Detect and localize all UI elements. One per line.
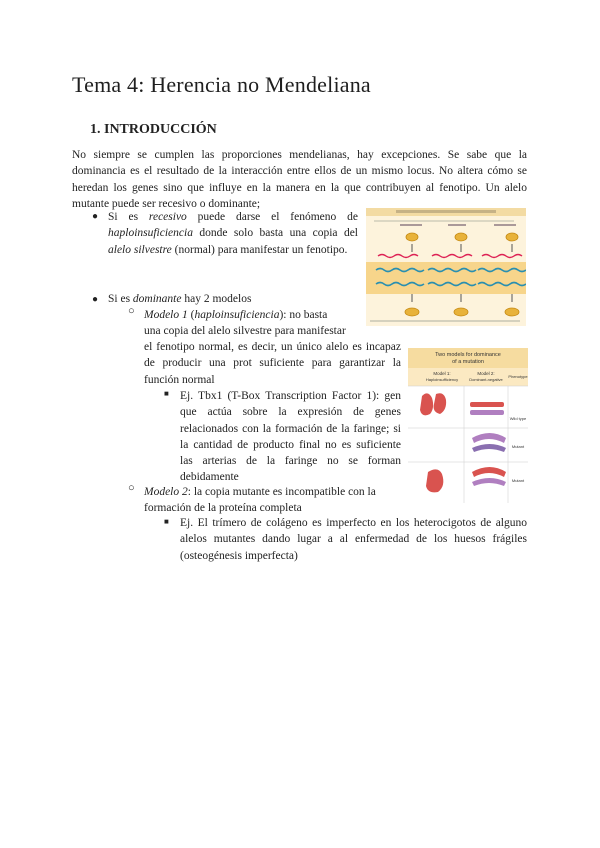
fig2-title1: Two models for dominance: [435, 352, 501, 358]
fig2-row2: Mutant: [511, 444, 525, 449]
fig2-col2b: Dominant-negative: [469, 377, 503, 382]
page-title: Tema 4: Herencia no Mendeliana: [72, 72, 371, 97]
section-heading: 1. INTRODUCCIÓN: [90, 122, 217, 137]
model1-line1: Modelo 1 (haploinsuficiencia): no basta: [144, 309, 328, 321]
example-collagen: Ej. El trímero de colágeno es imperfecto en los heterocigotos de alguno alelos mutantes dando lugar a al enfermedad de los huesos frágiles (osteogénesis imperfecta): [180, 517, 527, 562]
square-bullet: ■: [164, 517, 169, 526]
intro-paragraph: No siempre se cumplen las proporciones mendelianas, hay excepciones. Se sabe que la dominancia es el resultado de la interacción entre ellos de un mismo locus. No altera cómo se heredan los genes sino que influye en la manera en la que contribuyen al fenotipo. Un alelo mutante puede ser recesivo o dominante;: [72, 149, 527, 210]
circle-bullet: ○: [128, 482, 135, 494]
model1-line2: una copia del alelo silvestre para manifestar: [144, 325, 346, 337]
fig2-row1: Wild type: [509, 416, 527, 421]
figure-haploinsufficiency: [366, 208, 526, 326]
circle-bullet: ○: [128, 305, 135, 317]
bullet-dot: ●: [92, 211, 99, 222]
figure-dominance-models: [408, 348, 528, 503]
model1-line3: el fenotipo normal, es decir, un único alelo es incapaz de producir una prot suficiente para garantizar la función normal: [144, 341, 401, 386]
bullet-dominant: Si es dominante hay 2 modelos: [108, 293, 252, 305]
fig2-col3: Phenotype: [508, 374, 528, 379]
fig2-col1b: Haploinsufficiency: [425, 377, 459, 382]
fig2-col2a: Model 2:: [477, 371, 495, 376]
fig2-col1a: Model 1:: [433, 371, 451, 376]
bullet-recessive: Si es recesivo puede darse el fenómeno de haploinsuficiencia donde solo basta una copia del alelo silvestre (normal) para manifestar un fenotipo.: [108, 211, 359, 256]
fig2-row3: Mutant: [511, 478, 525, 483]
fig2-title2: of a mutation: [452, 359, 484, 365]
model2-text: Modelo 2: la copia mutante es incompatible con la formación de la proteína completa: [144, 486, 376, 515]
example-tbx1: Ej. Tbx1 (T-Box Transcription Factor 1): gen que actúa sobre la expresión de genes relacionados con la formación de la faringe; si la cantidad de producto final no es suficiente las arterias de la faringe no se forman debidamente: [180, 390, 401, 484]
square-bullet: ■: [164, 389, 169, 398]
bullet-dot: ●: [92, 294, 99, 305]
